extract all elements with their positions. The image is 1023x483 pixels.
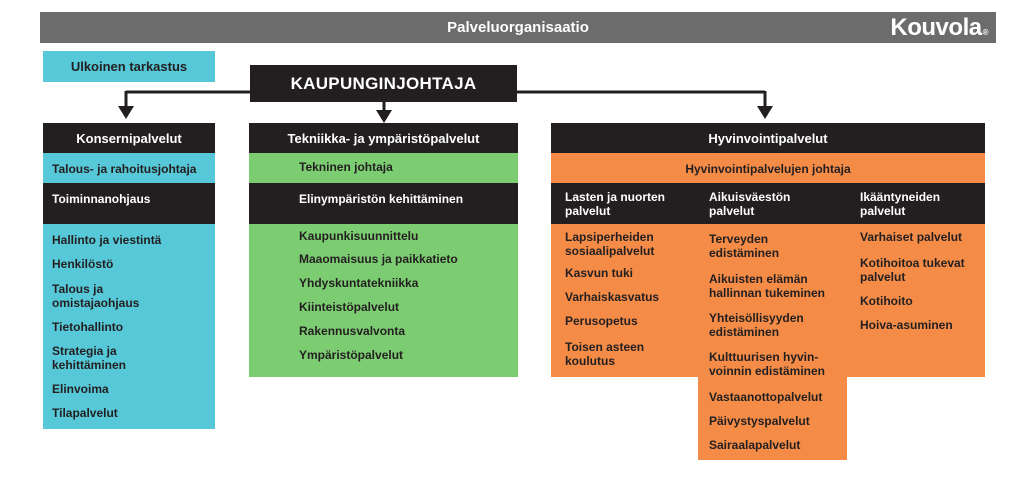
hyvinvointi-sub-box xyxy=(551,183,985,224)
konserni-sub: Toiminnanohjaus xyxy=(52,192,151,206)
list-item: Tietohallinto xyxy=(52,320,124,334)
list-item: Strategia ja kehittäminen xyxy=(52,344,127,372)
list-item: Sairaalapalvelut xyxy=(709,438,801,452)
hyvinvointi-director: Hyvinvointipalvelujen johtaja xyxy=(685,162,851,176)
col2-title: Aikuisväestön palvelut xyxy=(709,190,791,218)
hyvinvointi-header xyxy=(551,123,985,153)
hyvinvointi-title: Hyvinvointipalvelut xyxy=(708,131,828,146)
tekniikka-director-box xyxy=(249,153,518,183)
logo-text: Kouvola xyxy=(890,14,982,41)
logo-registered-mark: ® xyxy=(982,28,988,37)
list-item: Yhteisöllisyyden edistäminen xyxy=(709,311,804,339)
list-item: Hoiva-asuminen xyxy=(860,318,953,332)
col1-title: Lasten ja nuorten palvelut xyxy=(565,190,666,218)
konserni-director-box xyxy=(43,153,215,183)
tekniikka-director: Tekninen johtaja xyxy=(299,160,393,174)
konserni-title: Konsernipalvelut xyxy=(76,131,182,146)
tekniikka-title: Tekniikka- ja ympäristöpalvelut xyxy=(287,131,480,146)
external-audit-label: Ulkoinen tarkastus xyxy=(70,59,188,74)
arrow-tekniikka-icon xyxy=(376,110,392,123)
tekniikka-list xyxy=(249,224,518,377)
list-item: Ympäristöpalvelut xyxy=(299,348,404,362)
mayor-box xyxy=(250,65,517,102)
arrow-konserni-icon xyxy=(118,106,134,119)
list-item: Terveyden edistäminen xyxy=(709,232,780,260)
list-item: Yhdyskuntatekniikka xyxy=(299,276,419,290)
konserni-list xyxy=(43,224,215,429)
tekniikka-sub-box xyxy=(249,183,518,224)
list-item: Aikuisten elämän hallinnan tukeminen xyxy=(709,272,826,300)
list-item: Varhaiset palvelut xyxy=(860,230,963,244)
list-item: Lapsiperheiden sosiaalipalvelut xyxy=(565,230,655,258)
page-title: Palveluorganisaatio xyxy=(447,19,589,36)
external-audit-box xyxy=(43,51,215,82)
list-item: Hallinto ja viestintä xyxy=(52,233,162,247)
konserni-director: Talous- ja rahoitusjohtaja xyxy=(52,162,197,176)
tekniikka-header xyxy=(249,123,518,153)
col3-title: Ikääntyneiden palvelut xyxy=(860,190,941,218)
hyvinvointi-director-box xyxy=(551,153,985,183)
list-item: Vastaanottopalvelut xyxy=(709,390,823,404)
list-item: Kasvun tuki xyxy=(565,266,634,280)
list-item: Varhaiskasvatus xyxy=(565,290,660,304)
mayor-label: KAUPUNGINJOHTAJA xyxy=(290,74,477,93)
tekniikka-sub: Elinympäristön kehittäminen xyxy=(299,192,464,206)
list-item: Kulttuurisen hyvin-voinnin edistäminen xyxy=(709,350,826,378)
konserni-sub-box xyxy=(43,183,215,224)
list-item: Kiinteistöpalvelut xyxy=(299,300,400,314)
list-item: Kotihoito xyxy=(860,294,913,308)
list-item: Toisen asteen koulutus xyxy=(565,340,645,368)
list-item: Henkilöstö xyxy=(52,257,114,271)
konserni-header xyxy=(43,123,215,153)
list-item: Rakennusvalvonta xyxy=(299,324,406,338)
list-item: Kotihoitoa tukevat palvelut xyxy=(860,256,965,284)
list-item: Kaupunkisuunnittelu xyxy=(299,229,419,243)
list-item: Maaomaisuus ja paikkatieto xyxy=(299,252,458,266)
list-item: Päivystyspalvelut xyxy=(709,414,810,428)
list-item: Perusopetus xyxy=(565,314,638,328)
arrow-hyvinvointi-icon xyxy=(757,106,773,119)
list-item: Tilapalvelut xyxy=(52,406,118,420)
list-item: Elinvoima xyxy=(52,382,109,396)
list-item: Talous ja omistajaohjaus xyxy=(52,282,140,310)
